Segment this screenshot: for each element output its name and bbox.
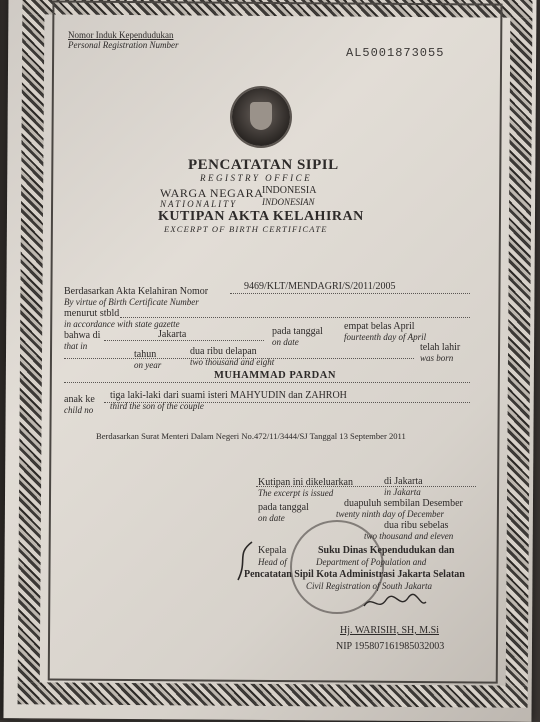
signature-icon: [360, 590, 430, 614]
child-value-en: third the son of the couple: [110, 401, 204, 411]
child-name: MUHAMMAD PARDAN: [214, 370, 336, 381]
place-label-id: bahwa di: [64, 330, 101, 341]
cert-no-label-id: Berdasarkan Akta Kelahiran Nomor: [64, 286, 209, 297]
personal-reg-label-en: Personal Registration Number: [68, 40, 179, 50]
child-label-en: child no: [64, 405, 94, 415]
head-label-en: Head of: [258, 557, 287, 567]
date-value-id: empat belas April: [344, 321, 415, 332]
issued-label-en: The excerpt is issued: [258, 488, 334, 498]
issued-place-en: in Jakarta: [384, 487, 421, 497]
place-value: Jakarta: [158, 329, 187, 340]
cert-no-value: 9469/KLT/MENDAGRI/S/2011/2005: [244, 281, 396, 292]
nationality-value-id: INDONESIA: [262, 185, 317, 196]
cert-no-line: [230, 293, 470, 294]
issued-place-id: di Jakarta: [384, 476, 423, 487]
child-value-id: tiga laki-laki dari suami isteri MAHYUDIN dan ZAHROH: [110, 390, 347, 401]
issued-date-label-id: pada tanggal: [258, 502, 309, 513]
issued-date-label-en: on date: [258, 513, 285, 523]
issued-date-id-1: duapuluh sembilan Desember: [344, 498, 463, 509]
issued-date-en-2: two thousand and eleven: [364, 531, 454, 541]
year-label-en: on year: [134, 360, 162, 370]
nationality-value-en: INDONESIAN: [262, 197, 315, 207]
office-en: Civil Registration of South Jakarta: [306, 581, 432, 591]
citizen-label-en: NATIONALITY: [160, 199, 238, 209]
cert-no-label-en: By virtue of Birth Certificate Number: [64, 297, 199, 307]
born-label-en: was born: [420, 353, 454, 363]
child-line: [104, 402, 470, 403]
head-label-id: Kepala: [258, 545, 287, 556]
gazette-label-en: in accordance with state gazette: [64, 319, 180, 329]
personal-reg-label-id: Nomor Induk Kependudukan: [68, 30, 174, 40]
year-value-en: two thousand and eight: [190, 357, 275, 367]
born-label-id: telah lahir: [420, 342, 461, 353]
year-value-id: dua ribu delapan: [190, 346, 257, 357]
signatory-name: Hj. WARISIH, SH, M.Si: [340, 625, 439, 636]
office-id: Pencatatan Sipil Kota Administrasi Jakarta Selatan: [244, 569, 465, 580]
gazette-line: [120, 317, 470, 318]
dept-en: Department of Population and: [316, 557, 427, 567]
year-line: [64, 358, 414, 359]
citizen-label-id: WARGA NEGARA: [160, 186, 264, 200]
name-line: [64, 382, 470, 383]
date-value-en: fourteenth day of April: [344, 332, 427, 342]
date-label-id: pada tanggal: [272, 326, 323, 337]
dept-id: Suku Dinas Kependudukan dan: [318, 545, 455, 556]
gazette-label-id: menurut stbld: [64, 308, 120, 319]
office-title-id: PENCATATAN SIPIL: [188, 157, 339, 173]
excerpt-title-id: KUTIPAN AKTA KELAHIRAN: [158, 209, 364, 224]
signature-flourish-icon: [232, 540, 260, 584]
year-label-id: tahun: [134, 349, 157, 360]
child-label-id: anak ke: [64, 394, 95, 405]
place-label-en: that in: [64, 341, 88, 351]
decree-text: Berdasarkan Surat Menteri Dalam Negeri No.472/11/3444/SJ Tanggal 13 September 2011: [96, 431, 406, 441]
signatory-nip: NIP 195807161985032003: [336, 641, 445, 652]
garuda-seal-icon: [232, 88, 290, 146]
issued-date-id-2: dua ribu sebelas: [384, 520, 449, 531]
issued-date-en-1: twenty ninth day of December: [336, 509, 444, 519]
issued-label-id: Kutipan ini dikeluarkan: [258, 477, 353, 488]
date-label-en: on date: [272, 337, 299, 347]
office-title-en: REGISTRY OFFICE: [200, 173, 313, 183]
issued-line: [256, 486, 476, 487]
place-line: [104, 340, 264, 341]
serial-number: AL5001873055: [346, 46, 445, 60]
excerpt-title-en: EXCERPT OF BIRTH CERTIFICATE: [164, 224, 328, 234]
